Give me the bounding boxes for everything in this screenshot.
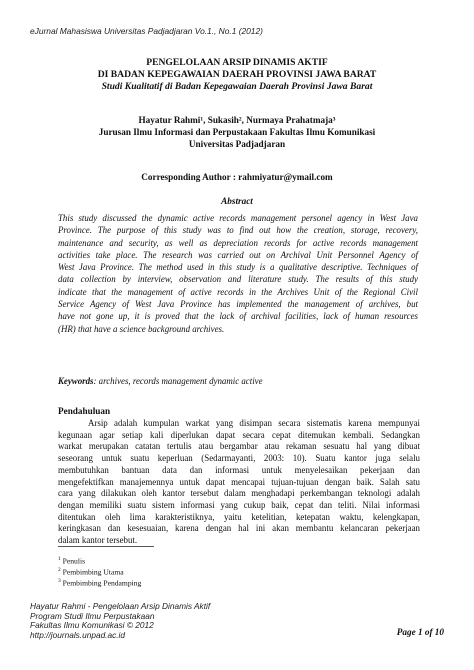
footnote-divider [58,546,154,547]
section-heading: Pendahuluan [58,406,111,416]
abstract-line: activities take place. The research was carried out on Archival Unit Personnel Agency of [58,249,418,260]
abstract-line: have not gone up, it is proved that the lack of archival facilities, lack of human resources [58,311,418,322]
footer-link[interactable]: http://journals.unpad.ac.id [30,629,126,640]
keywords-text: : archives, records management dynamic active [93,376,263,386]
abstract-line: Province. The purpose of this study was to find out how the creation, storage, recovery, [58,225,418,236]
footer-line: Program Studi Ilmu Perpustakaan [30,610,155,621]
abstract-line: This study discussed the dynamic active records management personel agency in West Java [58,213,418,223]
abstract-body [58,212,418,335]
footnote-1 [58,556,85,566]
footnote-marker: 1 [58,556,61,562]
journal-header: eJurnal Mahasiswa Universitas Padjadjaran Vo.1., No.1 (2012) [30,26,263,36]
author-names: Hayatur Rahmi¹, Sukasih², Nurmaya Prahatmaja³ [138,115,336,125]
body-line: cara yang dilakukan oleh kantor tersebut dalam menghadapi perkembangan teknologi adalah [58,488,420,499]
body-line: kegunaan agar setiap kali diperlukan dapat secara cepat ditemukan kembali. Sedangkan [58,429,420,440]
affiliation-line-2: Universitas Padjadjaran [188,139,286,149]
abstract-line: West Java Province. The method used in this study is a qualitative descriptive. Techniques of [58,262,418,273]
footer-line: Fakultas Ilmu Komunikasi © 2012 [30,620,154,631]
page-footer [30,602,210,640]
body-line: ditentukan oleh lima karakteristiknya, yaitu ketelitian, ketepatan waktu, kelengkapan, [58,511,420,522]
body-line: membutuhkan bantuan data dan informasi untuk menyelesaikan pekerjaan dan [58,464,420,475]
body-line: keringkasan dan kesesuaian, karena dengan hal ini akan membantu kelancaran pekerjaan [58,523,420,534]
body-line: dalam kantor tersebut. [58,535,138,546]
keywords [58,376,263,386]
section-body [58,418,420,547]
footnote-text: Pembimbing Pendamping [62,578,142,588]
footnote-3 [58,578,141,588]
footnote-marker: 3 [58,578,61,584]
title-line-1: PENGELOLAAN ARSIP DINAMIS AKTIF [146,57,328,68]
abstract-line: indicate that the management of active records in the Archives Unit of the Regional Civil [58,286,418,297]
keywords-label: Keywords [58,376,94,386]
page-number: Page 1 of 10 [396,627,444,637]
abstract-line: (HR) that have a science background archives. [58,323,225,334]
footnote-text: Penulis [62,556,86,566]
abstract-line: maintenance and security, as well as depreciation records for active records management [58,237,418,248]
footnote-2 [58,567,124,577]
corresponding-author: Corresponding Author : rahmiyatur@ymail.com [141,172,333,182]
footnote-marker: 2 [58,567,61,573]
footer-line: Hayatur Rahmi - Pengelolaan Arsip Dinamis Aktif [30,601,211,611]
subtitle: Studi Kualitatif di Badan Kepegawaian Daerah Provinsi Jawa Barat [101,81,373,92]
body-line: mengefektifkan manajemennya untuk dapat mencapai tujuan-tujuan dengan baik. Salah satu [58,476,420,487]
body-line: warkat merupakan catatan tertulis atau bergambar atau rekaman sesuatu hal yang dibuat [58,441,420,452]
body-line: Arsip adalah kumpulan warkat yang disimpan secara sistematis karena mempunyai [88,418,420,428]
title-line-2: DI BADAN KEPEGAWAIAN DAERAH PROVINSI JAWA BARAT [97,69,377,80]
abstract-line: Service Agency of West Java Province has implemented the management of archives, but [58,299,418,310]
abstract-heading: Abstract [221,196,253,206]
abstract-line: data collection by interview, observation and literature study. The results of this study [58,274,418,285]
footnote-text: Pembimbing Utama [62,567,124,577]
body-line: dengan memiliki suatu sistem informasi yang cukup baik, cepat dan teliti. Nilai informasi [58,499,420,510]
affiliation-line-1: Jurusan Ilmu Informasi dan Perpustakaan Fakultas Ilmu Komunikasi [98,127,376,137]
body-line: seseorang untuk suatu keperluan (Sedarmayanti, 2003: 10). Suatu kantor juga selalu [58,453,420,464]
